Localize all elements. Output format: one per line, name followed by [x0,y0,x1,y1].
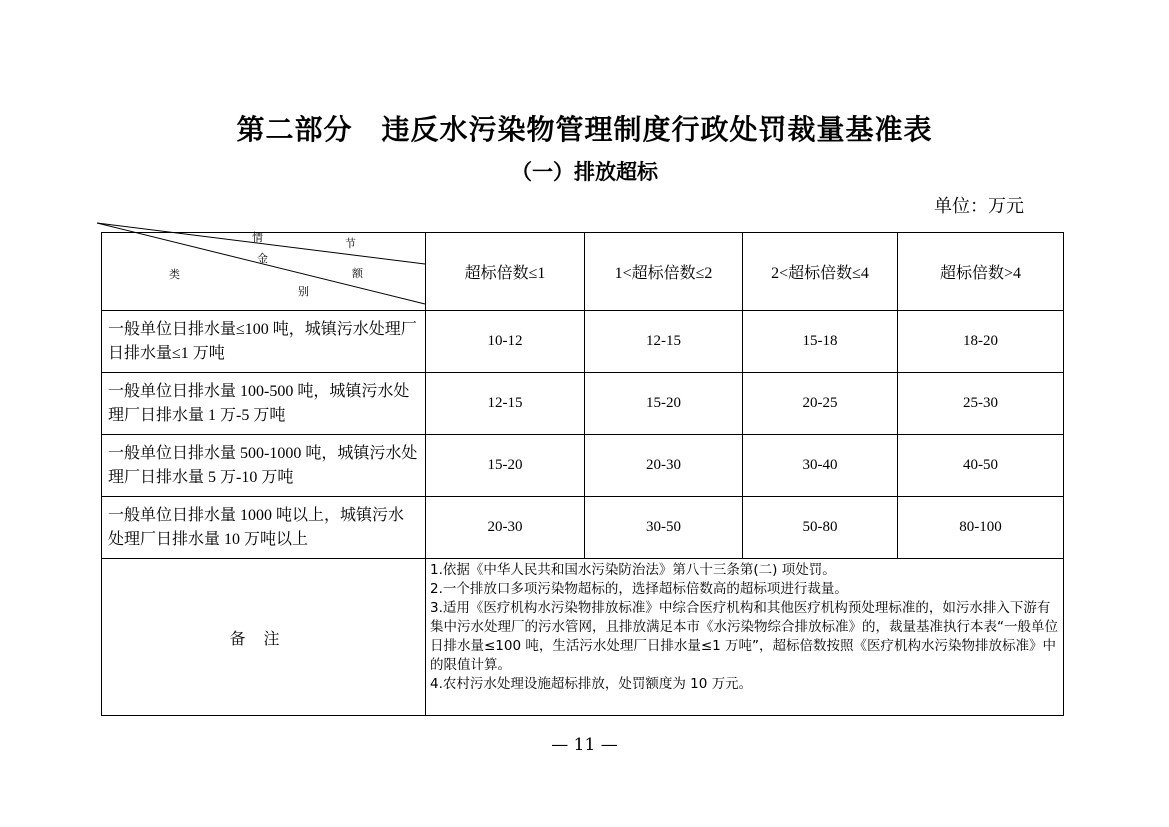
page-number: — 11 — [551,735,618,755]
table-cell: 30-40 [743,435,898,497]
table-cell: 12-15 [585,311,743,373]
column-header: 超标倍数≤1 [426,233,585,311]
column-header: 2<超标倍数≤4 [743,233,898,311]
table-cell: 50-80 [743,497,898,559]
table-cell: 80-100 [898,497,1064,559]
table-cell: 20-25 [743,373,898,435]
diag-label-qing: 情 [252,231,263,244]
table-cell: 15-18 [743,311,898,373]
notes-row [102,559,1064,716]
table-header-row [102,233,1064,311]
notes-label: 备注 [102,559,426,716]
table-row [102,497,1064,559]
table-row [102,373,1064,435]
unit-label: 单位：万元 [934,196,1024,217]
row-category: 一般单位日排水量 1000 吨以上，城镇污水处理厂日排水量 10 万吨以上 [102,497,426,559]
diag-label-jie: 节 [345,237,356,250]
table-cell: 15-20 [426,435,585,497]
row-category: 一般单位日排水量≤100 吨，城镇污水处理厂日排水量≤1 万吨 [102,311,426,373]
note-item: 3.适用《医疗机构水污染物排放标准》中综合医疗机构和其他医疗机构预处理标准的，如污水排入下游有集中污水处理厂的污水管网，且排放满足本市《水污染物综合排放标准》的，裁量基准执行本表“一般单位日排水量≤100 吨，生活污水处理厂日排水量≤1 万吨”，超标倍数按照《医疗机构水污染物排放标准》中的限值计算。 [430,600,1058,673]
diag-label-jin: 金 [257,252,268,265]
column-header: 1<超标倍数≤2 [585,233,743,311]
diagonal-header-cell [102,233,426,311]
page-title: 第二部分 违反水污染物管理制度行政处罚裁量基准表 [236,113,933,146]
note-item: 2.一个排放口多项污染物超标的，选择超标倍数高的超标项进行裁量。 [430,581,848,597]
note-item: 4.农村污水处理设施超标排放，处罚额度为 10 万元。 [430,676,753,692]
diag-label-lei: 类 [169,268,180,281]
table-cell: 25-30 [898,373,1064,435]
table-cell: 15-20 [585,373,743,435]
notes-content [426,559,1064,716]
diag-label-e: 额 [352,267,363,280]
row-category: 一般单位日排水量 500-1000 吨，城镇污水处理厂日排水量 5 万-10 万吨 [102,435,426,497]
row-category: 一般单位日排水量 100-500 吨，城镇污水处理厂日排水量 1 万-5 万吨 [102,373,426,435]
table-cell: 20-30 [585,435,743,497]
note-item: 1.依据《中华人民共和国水污染防治法》第八十三条第(二) 项处罚。 [430,562,836,578]
table-cell: 12-15 [426,373,585,435]
table-row [102,435,1064,497]
section-subtitle: （一）排放超标 [511,159,658,184]
table-cell: 30-50 [585,497,743,559]
table-cell: 18-20 [898,311,1064,373]
table-row [102,311,1064,373]
column-header: 超标倍数>4 [898,233,1064,311]
diag-label-bie: 别 [298,285,309,298]
table-cell: 40-50 [898,435,1064,497]
table-cell: 10-12 [426,311,585,373]
table-cell: 20-30 [426,497,585,559]
penalty-table [101,232,1064,716]
